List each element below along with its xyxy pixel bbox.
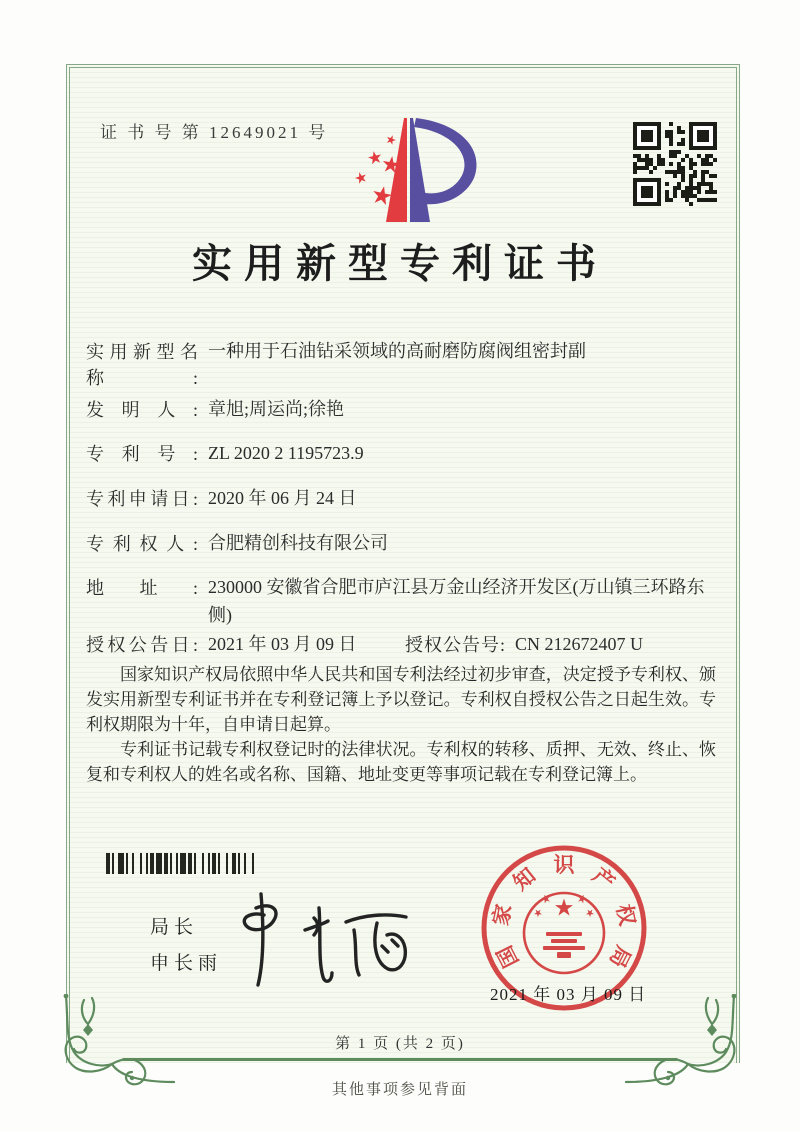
field-value: 合肥精创科技有限公司 (208, 533, 388, 553)
field-value: 一种用于石油钻采领域的高耐磨防腐阀组密封副 (208, 341, 586, 361)
field-utility-model-name (86, 338, 586, 390)
field-value: 章旭;周运尚;徐艳 (208, 399, 345, 419)
certificate-number: 证 书 号 第 12649021 号 (100, 123, 329, 142)
field-label: 实用新型名称: (86, 342, 198, 388)
field-value: 2020 年 06 月 24 日 (208, 488, 357, 508)
field-patent-number (86, 440, 364, 468)
director-title-label: 局长 (150, 917, 199, 938)
field-grant-number (405, 631, 643, 659)
field-filing-date (86, 485, 357, 513)
field-label: 专利申请日: (86, 489, 198, 509)
svg-text:局: 局 (604, 941, 636, 972)
field-label: 授权公告日: (86, 635, 198, 655)
director-name-label: 申长雨 (150, 953, 223, 974)
field-patentee (86, 530, 388, 558)
field-label: 专利号: (86, 444, 198, 464)
field-label: 专利权人: (86, 534, 198, 554)
certificate-title: 实用新型专利证书 (192, 241, 608, 286)
field-value: 2021 年 03 月 09 日 (208, 634, 357, 654)
field-inventor (86, 396, 344, 424)
bottom-frame-rule (122, 1058, 678, 1061)
svg-text:权: 权 (611, 902, 640, 928)
barcode (106, 853, 310, 874)
field-address (86, 574, 720, 630)
svg-text:家: 家 (488, 902, 517, 928)
legal-paragraph-1: 国家知识产权局依照中华人民共和国专利法经过初步审查，决定授予专利权、颁发实用新型专利证书并在专利登记簿上予以登记。专利权自授权公告之日起生效。专利权期限为十年，自申请日起算。 (86, 665, 716, 734)
cnipa-logo-icon (338, 108, 488, 232)
page-number: 第 1 页 (共 2 页) (335, 1036, 465, 1052)
field-label: 授权公告号: (405, 635, 505, 655)
svg-text:产: 产 (587, 863, 620, 895)
legal-paragraph-2: 专利证书记载专利权登记时的法律状况。专利权的转移、质押、无效、终止、恢复和专利权人的姓名或名称、国籍、地址变更等事项记载在专利登记簿上。 (86, 740, 716, 784)
field-label: 地址: (86, 578, 198, 598)
field-value: ZL 2020 2 1195723.9 (208, 443, 364, 463)
svg-text:国: 国 (492, 941, 524, 972)
svg-text:知: 知 (508, 863, 541, 895)
seal-date: 2021 年 03 月 09 日 (490, 985, 647, 1004)
svg-text:识: 识 (553, 853, 575, 877)
back-side-note: 其他事项参见背面 (331, 1082, 468, 1098)
qr-code (633, 122, 717, 206)
field-value: 230000 安徽省合肥市庐江县万金山经济开发区(万山镇三环路东侧) (208, 577, 705, 625)
field-value: CN 212672407 U (515, 634, 644, 654)
legal-text (86, 662, 716, 787)
director-signature (226, 888, 421, 990)
field-label: 发明人: (86, 400, 198, 420)
field-grant-date (86, 631, 357, 659)
